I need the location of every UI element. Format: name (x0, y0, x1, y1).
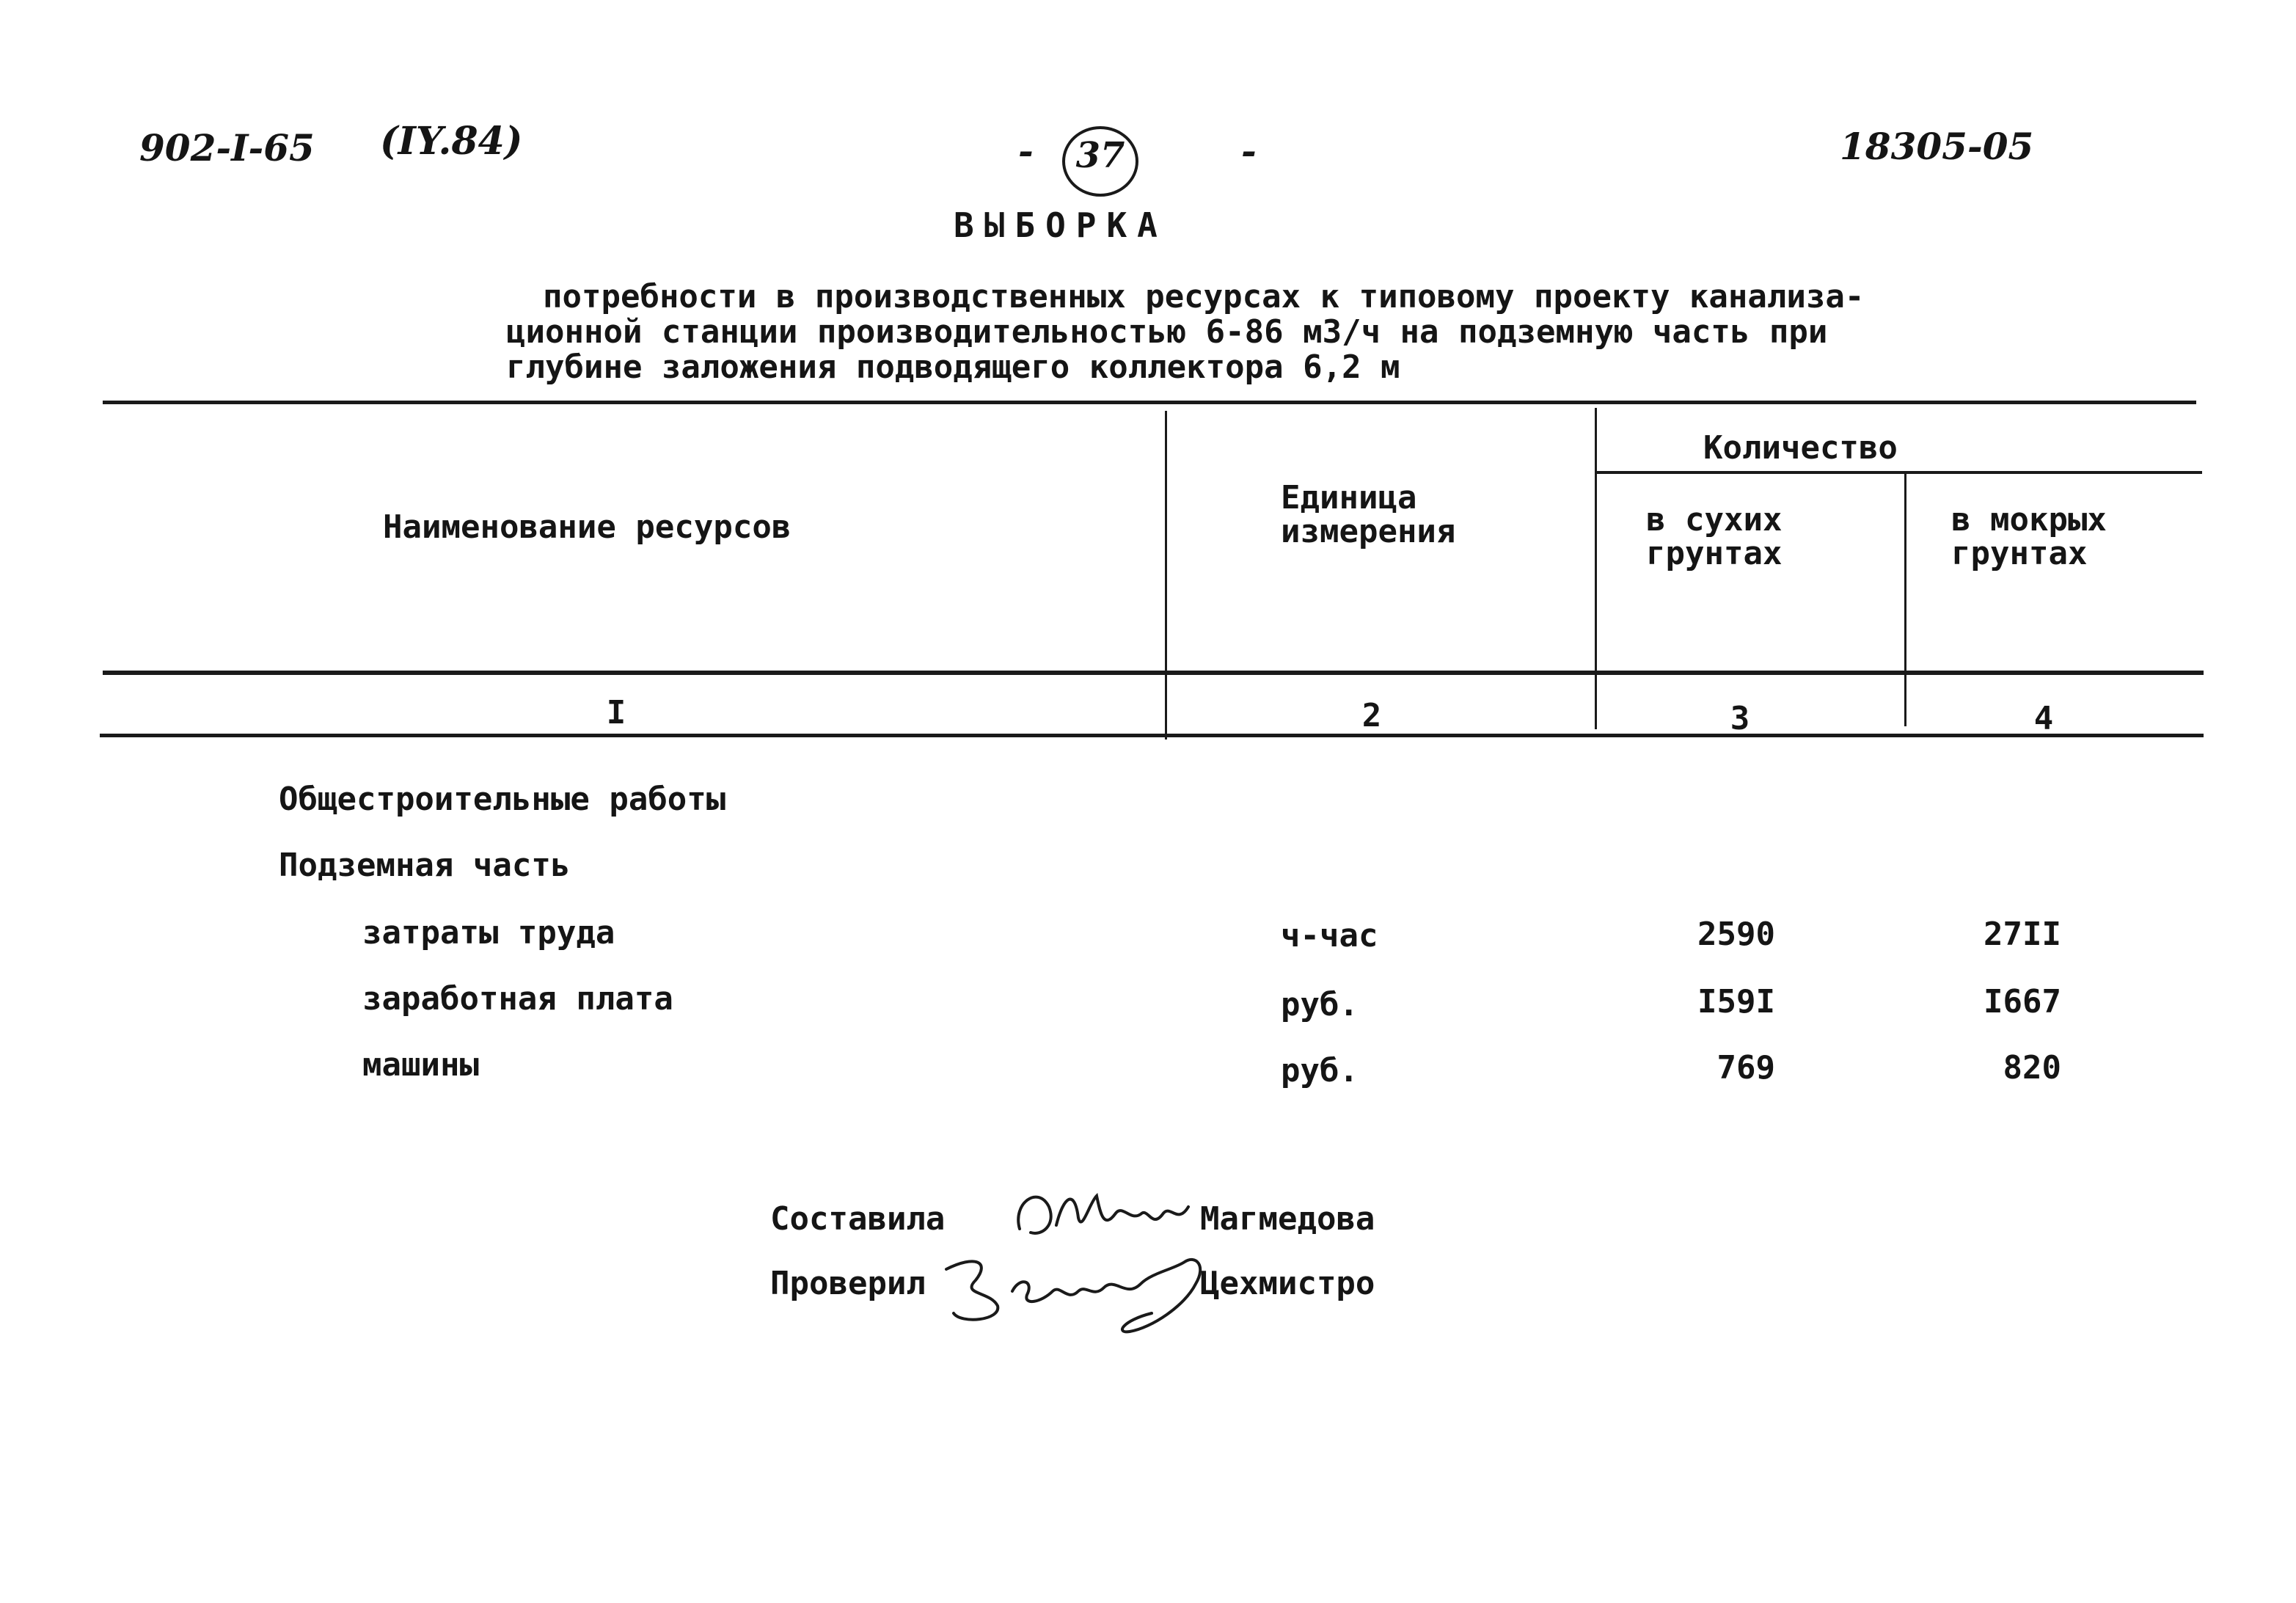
intro-line-1: потребности в производственных ресурсах к типовому проекту канализа- (543, 278, 1865, 315)
intro-line-2: ционной станции производительностью 6-86 м3/ч на подземную часть при (506, 313, 1828, 351)
col-header-dry-2: грунтах (1646, 535, 1783, 572)
row-unit: ч-час (1281, 917, 1378, 954)
page-dash-left: - (1018, 129, 1034, 172)
col-header-unit-1: Единица (1281, 479, 1417, 516)
col-header-name: Наименование ресурсов (383, 508, 791, 546)
checked-label: Проверил (770, 1265, 926, 1302)
row-wet-value: 820 (2003, 1049, 2061, 1087)
row-name: затраты труда (362, 914, 615, 952)
archive-number: 18305-05 (1840, 125, 2034, 168)
col-header-wet-2: грунтах (1951, 535, 2088, 572)
col-number-4: 4 (2033, 700, 2054, 737)
col-header-wet-1: в мокрых (1951, 501, 2107, 538)
table-top-rule (103, 401, 2196, 404)
page-dash-right: - (1241, 129, 1257, 172)
row-dry-value: 769 (1716, 1049, 1775, 1087)
col-divider-3 (1904, 472, 1906, 726)
compiled-name: Магмедова (1200, 1200, 1375, 1238)
row-unit: руб. (1281, 1052, 1359, 1089)
doc-number: 902-I-65 (139, 126, 315, 169)
row-wet-value: 27II (1984, 916, 2061, 953)
document-title: ВЫБОРКА (954, 205, 1168, 245)
checked-name: Цехмистро (1200, 1265, 1375, 1302)
row-name: заработная плата (362, 980, 673, 1018)
row-wet-value: I667 (1984, 983, 2061, 1020)
col-header-dry-1: в сухих (1646, 501, 1783, 538)
row-dry-value: 2590 (1697, 916, 1775, 953)
qty-rule (1596, 471, 2202, 474)
col-number-1: I (606, 694, 626, 731)
col-number-3: 3 (1730, 700, 1750, 737)
section-general-works: Общестроительные работы (279, 781, 726, 818)
header-bottom-rule (103, 671, 2204, 675)
page-number: 37 (1075, 135, 1125, 176)
row-unit: руб. (1281, 986, 1359, 1023)
col-header-unit-2: измерения (1281, 513, 1456, 550)
numbers-bottom-rule (100, 734, 2204, 737)
col-divider-2 (1595, 408, 1597, 729)
intro-line-3: глубине заложения подводящего коллектора 6,2 м (506, 348, 1400, 386)
doc-date: (IY.84) (380, 119, 523, 164)
compiled-label: Составила (770, 1200, 946, 1238)
col-header-qty: Количество (1703, 429, 1898, 467)
col-number-2: 2 (1361, 697, 1382, 734)
row-name: машины (362, 1046, 479, 1084)
row-dry-value: I59I (1697, 983, 1775, 1020)
checked-signature (932, 1240, 1240, 1343)
col-divider-1 (1165, 411, 1167, 740)
section-underground-part: Подземная часть (279, 847, 571, 884)
